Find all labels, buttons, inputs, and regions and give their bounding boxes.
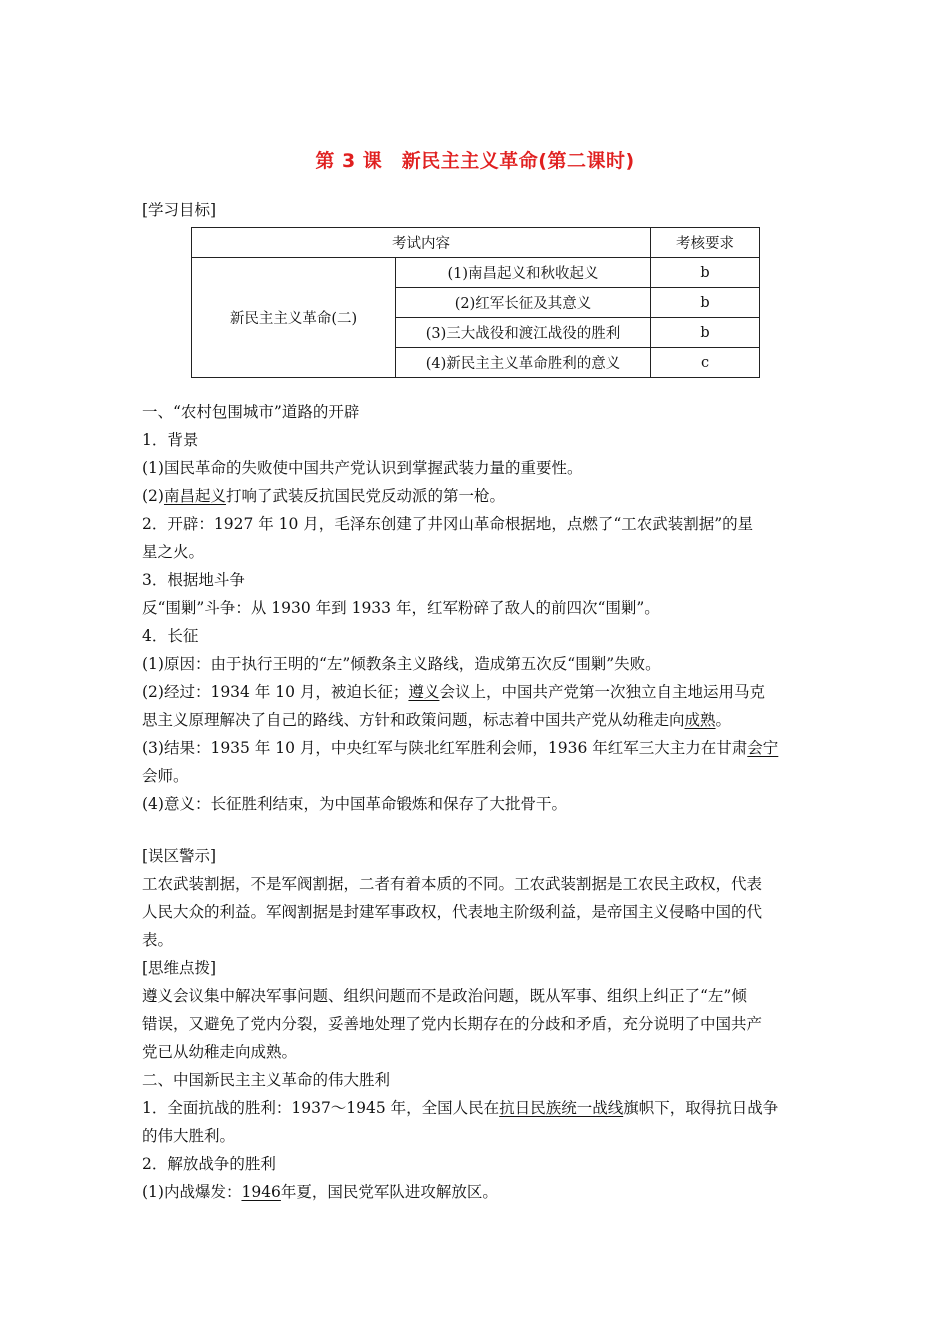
text-segment: (2)经过：1934 年 10 月，被迫长征； bbox=[142, 683, 409, 701]
level-cell: b bbox=[651, 318, 760, 348]
text-segment: 年夏，国民党军队进攻解放区。 bbox=[280, 1183, 498, 1201]
level-cell: b bbox=[651, 288, 760, 318]
item-cell: (1)南昌起义和秋收起义 bbox=[396, 258, 651, 288]
base-struggle-text: 反“围剿”斗争：从 1930 年到 1933 年，红军粉碎了敌人的前四次“围剿”。 bbox=[142, 599, 660, 617]
long-march-title: 4．长征 bbox=[142, 627, 199, 645]
item-cell: (4)新民主主义革命胜利的意义 bbox=[396, 348, 651, 378]
founding-line-1: 2．开辟：1927 年 10 月，毛泽东创建了井冈山革命根据地，点燃了“工农武装割据”的星 bbox=[142, 515, 754, 533]
text-segment: 旗帜下，取得抗日战争 bbox=[623, 1099, 779, 1117]
underlined-term: 会宁 bbox=[747, 739, 779, 757]
table-header-row bbox=[192, 228, 760, 258]
long-march-result-line-1 bbox=[142, 737, 778, 759]
table-row bbox=[192, 258, 760, 288]
base-struggle-title: 3．根据地斗争 bbox=[142, 571, 245, 589]
long-march-cause: (1)原因：由于执行王明的“左”倾教条主义路线，造成第五次反“围剿”失败。 bbox=[142, 655, 661, 673]
thinking-line-2: 错误，又避免了党内分裂，妥善地处理了党内长期存在的分歧和矛盾，充分说明了中国共产 bbox=[142, 1015, 763, 1033]
warning-line-1: 工农武装割据，不是军阀割据，二者有着本质的不同。工农武装割据是工农民主政权，代表 bbox=[142, 875, 763, 893]
underlined-term: 南昌起义 bbox=[163, 487, 226, 505]
text-segment: (3)结果：1935 年 10 月，中央红军与陕北红军胜利会师，1936 年红军三大主力在甘肃 bbox=[142, 739, 748, 757]
header-content: 考试内容 bbox=[192, 228, 651, 258]
page-title: 第 3 课 新民主主义革命(第二课时) bbox=[315, 150, 635, 172]
underlined-term: 遵义 bbox=[408, 683, 440, 701]
section1-heading: 一、“农村包围城市”道路的开辟 bbox=[142, 403, 360, 421]
warning-label: [误区警示] bbox=[142, 847, 217, 865]
topic-cell: 新民主主义革命(二) bbox=[192, 258, 396, 378]
warning-line-2: 人民大众的利益。军阀割据是封建军事政权，代表地主阶级利益，是帝国主义侵略中国的代 bbox=[142, 903, 763, 921]
underlined-term: 抗日民族统一战线 bbox=[499, 1099, 624, 1117]
text-segment: 思主义原理解决了自己的路线、方针和政策问题，标志着中国共产党从幼稚走向 bbox=[142, 711, 685, 729]
level-cell: c bbox=[651, 348, 760, 378]
founding-line-2: 星之火。 bbox=[142, 543, 205, 561]
objectives-label: [学习目标] bbox=[142, 201, 217, 219]
item-cell: (3)三大战役和渡江战役的胜利 bbox=[396, 318, 651, 348]
war-victory-line-1 bbox=[142, 1097, 778, 1119]
section2-heading: 二、中国新民主主义革命的伟大胜利 bbox=[142, 1071, 391, 1089]
war-victory-line-2: 的伟大胜利。 bbox=[142, 1127, 236, 1145]
warning-line-3: 表。 bbox=[142, 931, 174, 949]
background-item-1: (1)国民革命的失败使中国共产党认识到掌握武装力量的重要性。 bbox=[142, 459, 583, 477]
thinking-line-3: 党已从幼稚走向成熟。 bbox=[142, 1043, 298, 1061]
level-cell: b bbox=[651, 258, 760, 288]
text-segment: 。 bbox=[715, 711, 732, 729]
text-segment: 打响了武装反抗国民党反动派的第一枪。 bbox=[225, 487, 505, 505]
underlined-term: 1946 bbox=[241, 1183, 281, 1201]
item-cell: (2)红军长征及其意义 bbox=[396, 288, 651, 318]
liberation-war-title: 2．解放战争的胜利 bbox=[142, 1155, 276, 1173]
background-title: 1．背景 bbox=[142, 431, 199, 449]
header-requirement: 考核要求 bbox=[651, 228, 760, 258]
background-item-2 bbox=[142, 485, 505, 507]
text-segment: (1)内战爆发： bbox=[142, 1183, 242, 1201]
text-segment: 会议上，中国共产党第一次独立自主地运用马克 bbox=[439, 683, 765, 701]
long-march-process-line-1 bbox=[142, 681, 765, 703]
long-march-process-line-2 bbox=[142, 709, 731, 731]
text-segment: (2) bbox=[142, 487, 164, 505]
civil-war-outbreak bbox=[142, 1181, 498, 1203]
text-segment: 1．全面抗战的胜利：1937～1945 年，全国人民在 bbox=[142, 1099, 500, 1117]
objectives-table bbox=[191, 227, 760, 378]
long-march-result-line-2: 会师。 bbox=[142, 767, 189, 785]
underlined-term: 成熟 bbox=[684, 711, 716, 729]
thinking-line-1: 遵义会议集中解决军事问题、组织问题而不是政治问题，既从军事、组织上纠正了“左”倾 bbox=[142, 987, 747, 1005]
thinking-label: [思维点拨] bbox=[142, 959, 217, 977]
long-march-significance: (4)意义：长征胜利结束，为中国革命锻炼和保存了大批骨干。 bbox=[142, 795, 567, 813]
